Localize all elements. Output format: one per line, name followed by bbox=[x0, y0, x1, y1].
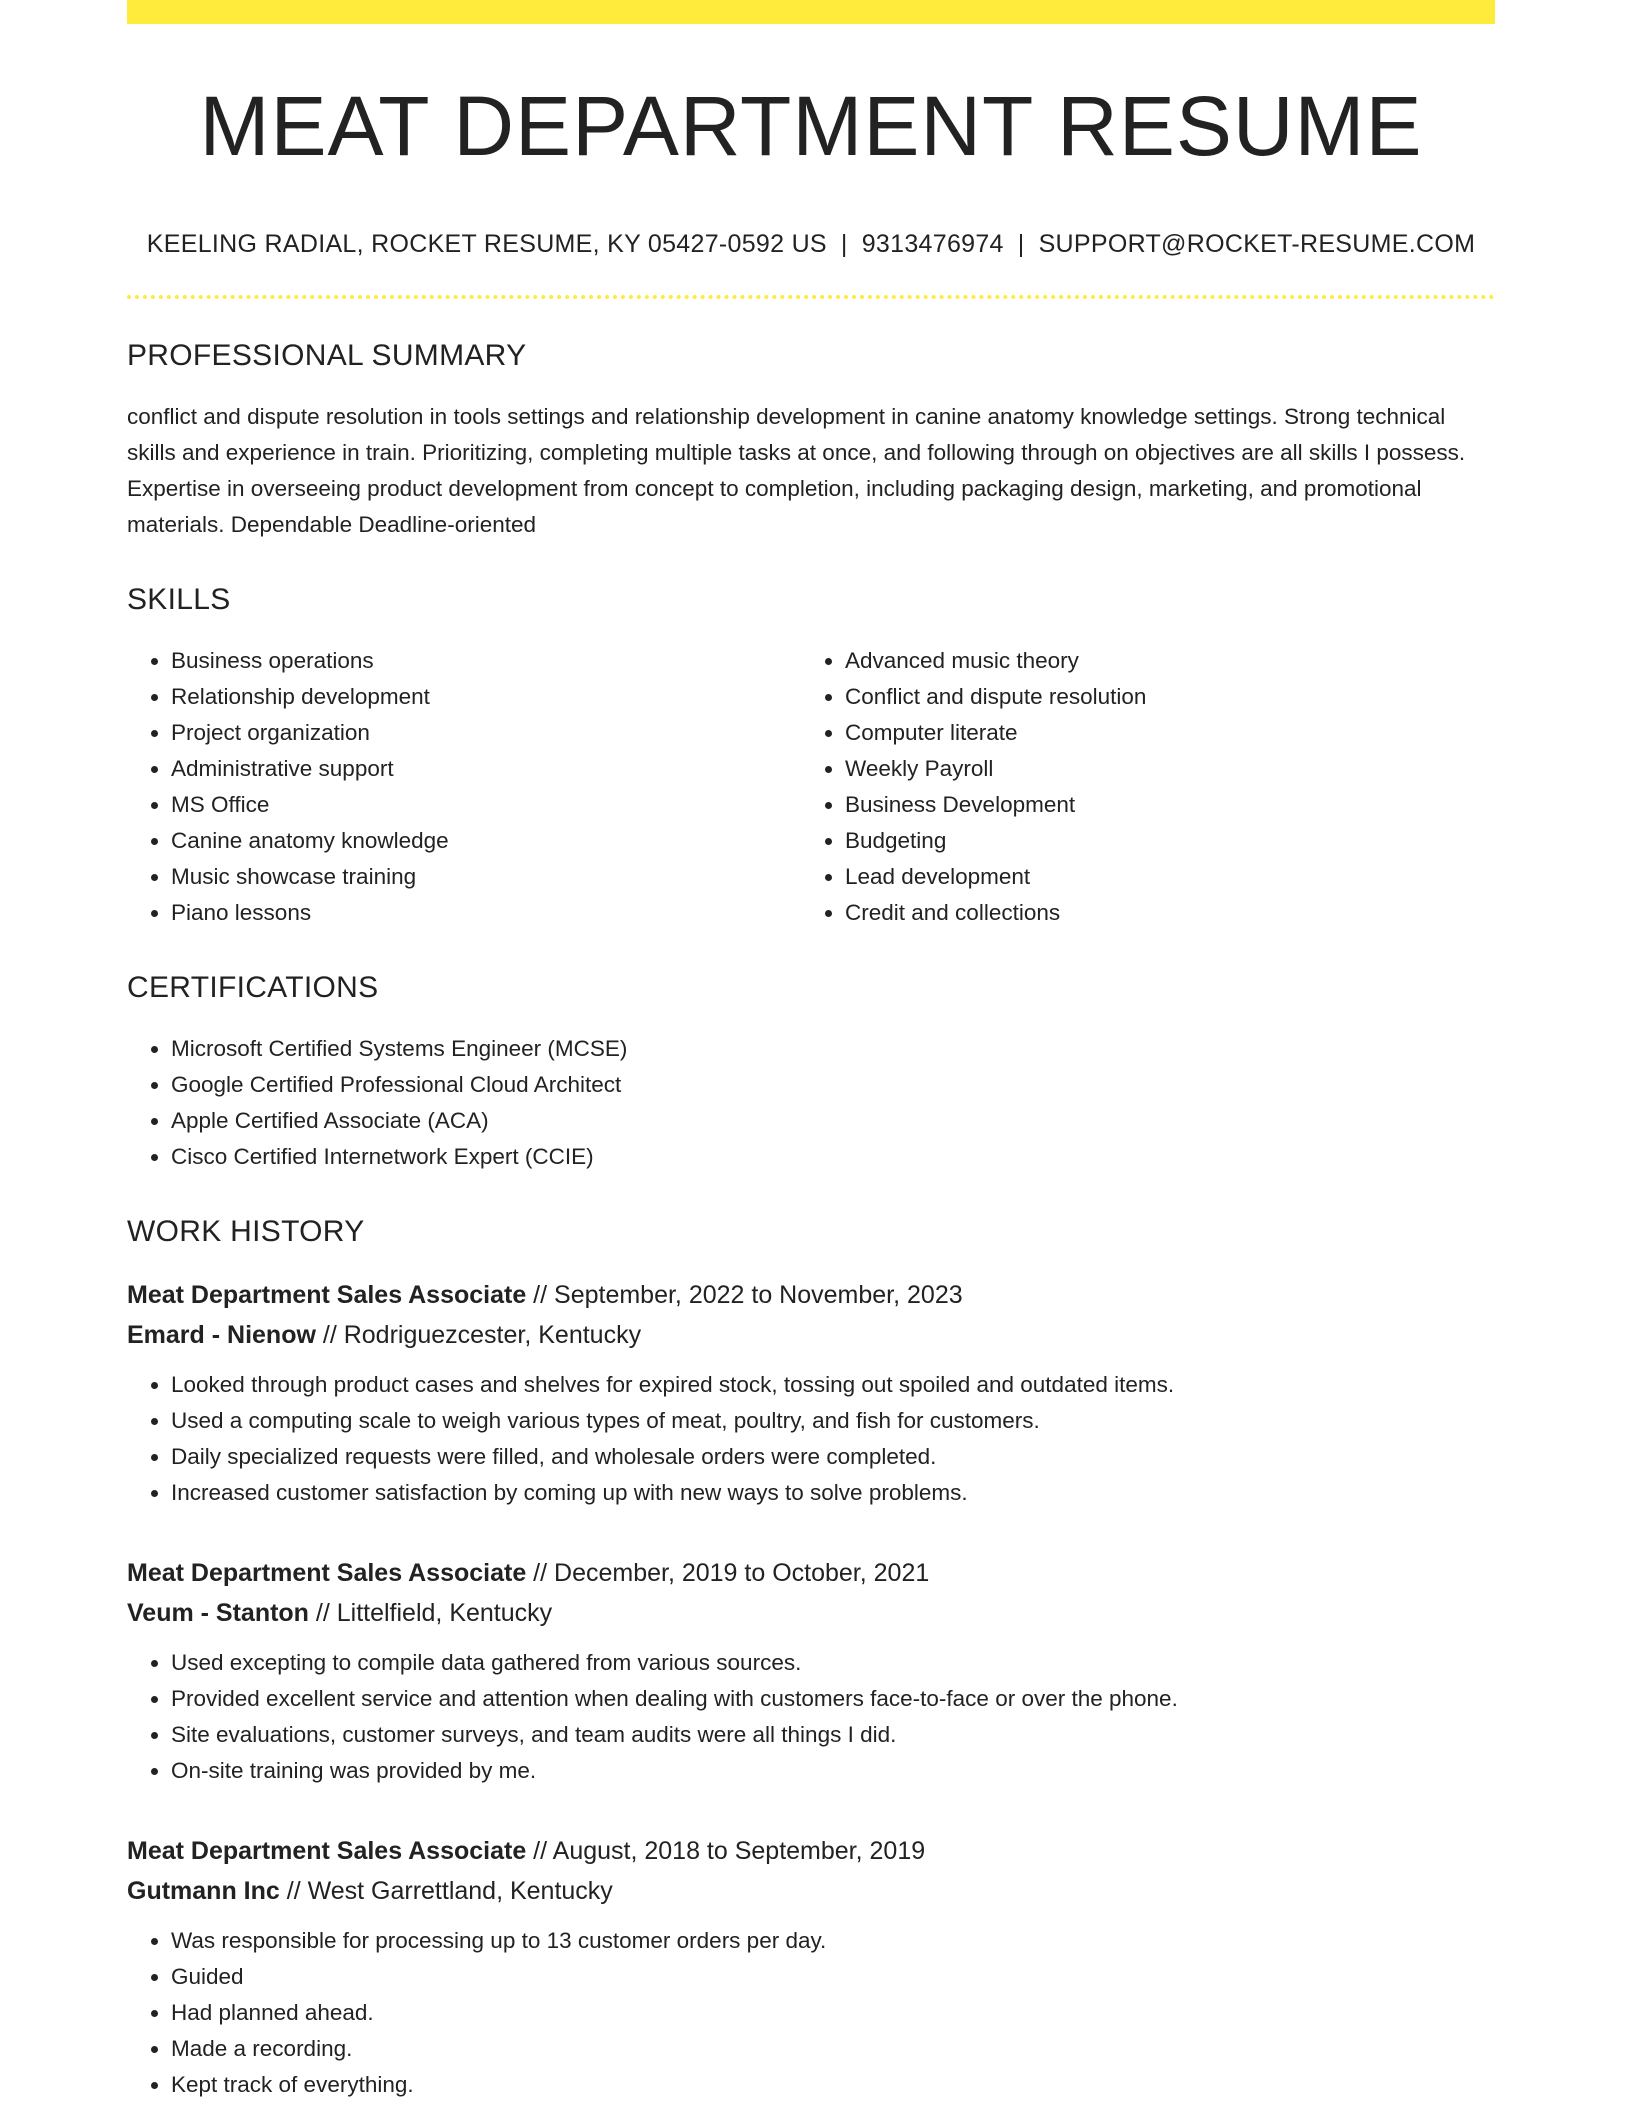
contact-separator: | bbox=[1017, 230, 1025, 258]
job-bullet: • Provided excellent service and attention when dealing with customers face-to-face or over the phone. bbox=[171, 1681, 1495, 1717]
job-bullet: • Looked through product cases and shelves for expired stock, tossing out spoiled and outdated items. bbox=[171, 1367, 1495, 1403]
job-company: Gutmann Inc bbox=[127, 1877, 280, 1905]
job-company-line bbox=[127, 1871, 1495, 1911]
job-entry bbox=[127, 1831, 1495, 2103]
skill-item: • Administrative support bbox=[171, 751, 801, 787]
skill-item: • Credit and collections bbox=[845, 895, 1475, 931]
job-bullet: • Kept track of everything. bbox=[171, 2067, 1495, 2103]
skill-item: • Canine anatomy knowledge bbox=[171, 823, 801, 859]
skill-item: • Advanced music theory bbox=[845, 643, 1475, 679]
skill-item: • Business operations bbox=[171, 643, 801, 679]
job-bullet: • On-site training was provided by me. bbox=[171, 1753, 1495, 1789]
skills-column-right bbox=[801, 643, 1475, 931]
skill-item: • Music showcase training bbox=[171, 859, 801, 895]
job-bullets bbox=[127, 1367, 1495, 1511]
job-bullet: • Used a computing scale to weigh various types of meat, poultry, and fish for customers. bbox=[171, 1403, 1495, 1439]
job-entry bbox=[127, 1553, 1495, 1789]
job-dates: // August, 2018 to September, 2019 bbox=[526, 1837, 926, 1865]
dotted-divider bbox=[127, 295, 1495, 299]
certification-item: • Microsoft Certified Systems Engineer (MCSE) bbox=[171, 1031, 1495, 1067]
certification-item: • Cisco Certified Internetwork Expert (CCIE) bbox=[171, 1139, 1495, 1175]
job-company: Veum - Stanton bbox=[127, 1599, 309, 1627]
job-role: Meat Department Sales Associate bbox=[127, 1559, 527, 1587]
job-title-line bbox=[127, 1275, 1495, 1315]
certification-item: • Google Certified Professional Cloud Architect bbox=[171, 1067, 1495, 1103]
skills-list-left bbox=[127, 643, 801, 931]
skill-item: • Conflict and dispute resolution bbox=[845, 679, 1475, 715]
job-title-line bbox=[127, 1831, 1495, 1871]
skill-item: • Business Development bbox=[845, 787, 1475, 823]
skills-list-right bbox=[801, 643, 1475, 931]
accent-bar bbox=[127, 0, 1495, 24]
skill-item: • Computer literate bbox=[845, 715, 1475, 751]
job-bullet: • Guided bbox=[171, 1959, 1495, 1995]
job-location: // Rodriguezcester, Kentucky bbox=[315, 1321, 642, 1349]
job-location: // West Garrettland, Kentucky bbox=[279, 1877, 613, 1905]
skill-item: • MS Office bbox=[171, 787, 801, 823]
job-bullets bbox=[127, 1923, 1495, 2103]
phone: 9313476974 bbox=[861, 230, 1004, 258]
summary-heading: PROFESSIONAL SUMMARY bbox=[127, 339, 527, 372]
job-dates: // September, 2022 to November, 2023 bbox=[526, 1281, 963, 1309]
job-company: Emard - Nienow bbox=[127, 1321, 316, 1349]
job-location: // Littelfield, Kentucky bbox=[308, 1599, 553, 1627]
job-company-line bbox=[127, 1593, 1495, 1633]
job-bullet: • Daily specialized requests were filled, and wholesale orders were completed. bbox=[171, 1439, 1495, 1475]
contact-separator: | bbox=[840, 230, 848, 258]
skill-item: • Lead development bbox=[845, 859, 1475, 895]
skills-heading: SKILLS bbox=[127, 583, 231, 616]
contact-line bbox=[127, 230, 1495, 259]
job-bullet: • Was responsible for processing up to 13 customer orders per day. bbox=[171, 1923, 1495, 1959]
summary-text: conflict and dispute resolution in tools settings and relationship development in canine anatomy knowledge settings. Strong technical skills and experience in train. Prioritizing, completing multiple tasks at once, and following through on objectives are all skills I possess. Expertise in overseeing product development from concept to completion, including packaging design, marketing, and promotional materials. Dependable Deadline-oriented bbox=[127, 404, 1466, 537]
job-bullet: • Used excepting to compile data gathered from various sources. bbox=[171, 1645, 1495, 1681]
skills-column-left bbox=[127, 643, 801, 931]
job-dates: // December, 2019 to October, 2021 bbox=[526, 1559, 930, 1587]
skill-item: • Relationship development bbox=[171, 679, 801, 715]
resume-page bbox=[127, 0, 1495, 2103]
job-title-line bbox=[127, 1553, 1495, 1593]
certifications-list bbox=[127, 1031, 1495, 1175]
job-company-line bbox=[127, 1315, 1495, 1355]
job-bullet: • Made a recording. bbox=[171, 2031, 1495, 2067]
skills-columns bbox=[127, 643, 1495, 931]
job-bullet: • Increased customer satisfaction by coming up with new ways to solve problems. bbox=[171, 1475, 1495, 1511]
skill-item: • Budgeting bbox=[845, 823, 1475, 859]
job-bullets bbox=[127, 1645, 1495, 1789]
certifications-heading: CERTIFICATIONS bbox=[127, 971, 379, 1004]
email: SUPPORT@ROCKET-RESUME.COM bbox=[1038, 230, 1476, 258]
certification-item: • Apple Certified Associate (ACA) bbox=[171, 1103, 1495, 1139]
work-history-heading: WORK HISTORY bbox=[127, 1215, 365, 1248]
job-role: Meat Department Sales Associate bbox=[127, 1837, 527, 1865]
job-bullet: • Had planned ahead. bbox=[171, 1995, 1495, 2031]
job-bullet: • Site evaluations, customer surveys, and team audits were all things I did. bbox=[171, 1717, 1495, 1753]
address: KEELING RADIAL, ROCKET RESUME, KY 05427-0592 US bbox=[146, 230, 827, 258]
skill-item: • Piano lessons bbox=[171, 895, 801, 931]
job-role: Meat Department Sales Associate bbox=[127, 1281, 527, 1309]
skill-item: • Weekly Payroll bbox=[845, 751, 1475, 787]
job-entry bbox=[127, 1275, 1495, 1511]
resume-title: MEAT DEPARTMENT RESUME bbox=[199, 79, 1423, 173]
skill-item: • Project organization bbox=[171, 715, 801, 751]
